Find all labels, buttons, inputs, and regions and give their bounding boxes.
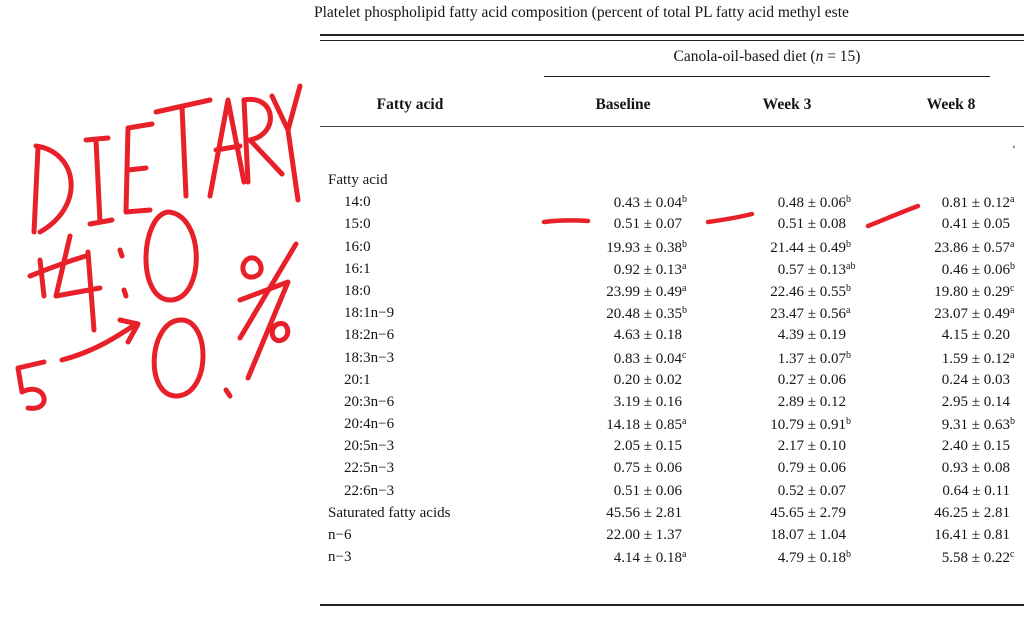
significance-superscript: b xyxy=(846,549,851,561)
significance-superscript: a xyxy=(1010,194,1015,206)
value-cell xyxy=(714,394,856,411)
cell-value: 20.48 ± 0.35 xyxy=(606,306,682,323)
value-cell xyxy=(878,327,1020,344)
cell-value: 0.48 ± 0.06 xyxy=(777,195,846,212)
bottom-rule xyxy=(320,604,1024,606)
value-cell xyxy=(550,460,692,477)
value-cell xyxy=(878,394,1020,411)
cell-value: 0.27 ± 0.06 xyxy=(777,371,846,388)
table-row xyxy=(300,194,1024,216)
cell-value: 0.46 ± 0.06 xyxy=(941,261,1010,278)
significance-superscript: b xyxy=(682,305,687,317)
group-header-prefix: Canola-oil-based diet ( xyxy=(673,48,816,65)
row-label: 22:5n−3 xyxy=(344,460,395,477)
cell-value: 16.41 ± 0.81 xyxy=(934,527,1010,543)
value-cell xyxy=(714,327,856,344)
cell-value: 14.18 ± 0.85 xyxy=(606,417,682,434)
cell-value: 23.47 ± 0.56 xyxy=(770,306,846,323)
value-cell xyxy=(550,327,692,344)
value-cell xyxy=(878,350,1020,368)
value-cell xyxy=(878,239,1020,257)
significance-superscript: b xyxy=(846,238,851,250)
value-cell xyxy=(878,549,1020,567)
value-cell xyxy=(550,283,692,301)
cell-value: 0.43 ± 0.04 xyxy=(613,195,682,212)
value-cell xyxy=(714,216,856,233)
value-cell xyxy=(550,350,692,368)
value-cell xyxy=(714,416,856,434)
cell-value: 0.51 ± 0.06 xyxy=(613,482,682,499)
table-row xyxy=(300,549,1024,571)
cell-value: 0.51 ± 0.07 xyxy=(613,216,682,233)
cell-value: 4.63 ± 0.18 xyxy=(613,327,682,344)
table-row xyxy=(300,372,1024,394)
row-label: 15:0 xyxy=(344,216,371,233)
significance-superscript: a xyxy=(1010,238,1015,250)
cell-value: 0.93 ± 0.08 xyxy=(941,460,1010,477)
cell-value: 4.14 ± 0.18 xyxy=(613,550,682,567)
value-cell xyxy=(714,527,856,544)
value-cell xyxy=(550,372,692,389)
group-header-suffix: = 15) xyxy=(823,48,861,65)
cell-value: 0.52 ± 0.07 xyxy=(777,482,846,499)
cell-value: 19.80 ± 0.29 xyxy=(934,283,1010,300)
header-week-8: Week 8 xyxy=(926,96,976,113)
cell-value: 18.07 ± 1.04 xyxy=(770,527,846,543)
cell-value: 22.00 ± 1.37 xyxy=(606,527,682,543)
table-row xyxy=(300,505,1024,527)
value-cell xyxy=(878,416,1020,434)
value-cell xyxy=(878,283,1020,301)
significance-superscript: a xyxy=(682,549,687,561)
cell-value: 0.83 ± 0.04 xyxy=(613,350,682,367)
table-row xyxy=(300,527,1024,549)
cell-value: 2.17 ± 0.10 xyxy=(777,438,846,455)
table-row xyxy=(300,172,1024,194)
header-rule xyxy=(320,126,1024,127)
value-cell xyxy=(550,172,692,189)
cell-value: 0.64 ± 0.11 xyxy=(942,482,1010,499)
header-fatty-acid: Fatty acid xyxy=(376,96,444,113)
group-header xyxy=(544,48,990,66)
cell-value: 3.19 ± 0.16 xyxy=(613,393,682,410)
row-label: Saturated fatty acids xyxy=(328,504,451,521)
row-label: 20:5n−3 xyxy=(344,438,395,455)
cell-value: 19.93 ± 0.38 xyxy=(606,239,682,256)
table-row xyxy=(300,460,1024,482)
cell-value: 45.56 ± 2.81 xyxy=(606,504,682,521)
significance-superscript: a xyxy=(1010,305,1015,317)
header-baseline: Baseline xyxy=(595,96,651,113)
value-cell xyxy=(714,283,856,301)
cell-value: 46.25 ± 2.81 xyxy=(934,504,1010,521)
cell-value: 22.46 ± 0.55 xyxy=(770,283,846,300)
value-cell xyxy=(550,305,692,323)
cell-value: 10.79 ± 0.91 xyxy=(770,417,846,434)
significance-superscript: b xyxy=(846,194,851,206)
row-label: 16:0 xyxy=(344,238,371,255)
significance-superscript: ab xyxy=(846,260,856,272)
cropped-mark: ‘ xyxy=(1012,142,1016,156)
row-label: n−6 xyxy=(328,527,352,543)
row-label: 20:3n−6 xyxy=(344,393,395,410)
table-row xyxy=(300,239,1024,261)
cell-value: 9.31 ± 0.63 xyxy=(941,417,1010,434)
cell-value: 0.79 ± 0.06 xyxy=(777,460,846,477)
top-rule xyxy=(320,34,1024,36)
cell-value: 0.41 ± 0.05 xyxy=(941,216,1010,233)
cell-value: 2.40 ± 0.15 xyxy=(941,438,1010,455)
cell-value: 0.24 ± 0.03 xyxy=(941,371,1010,388)
value-cell xyxy=(550,438,692,455)
cell-value: 0.57 ± 0.13 xyxy=(777,261,846,278)
significance-superscript: b xyxy=(846,416,851,428)
significance-superscript: b xyxy=(682,238,687,250)
table-row xyxy=(300,483,1024,505)
value-cell xyxy=(550,416,692,434)
value-cell xyxy=(714,438,856,455)
cell-value: 1.37 ± 0.07 xyxy=(777,350,846,367)
value-cell xyxy=(550,394,692,411)
table-row xyxy=(300,394,1024,416)
cell-value: 23.07 ± 0.49 xyxy=(934,306,1010,323)
cell-value: 0.92 ± 0.13 xyxy=(613,261,682,278)
significance-superscript: b xyxy=(846,349,851,361)
significance-superscript: a xyxy=(682,282,687,294)
value-cell xyxy=(714,261,856,279)
row-label: 20:1 xyxy=(344,371,371,388)
value-cell xyxy=(550,261,692,279)
value-cell xyxy=(714,460,856,477)
row-label: 20:4n−6 xyxy=(344,416,395,433)
table-row xyxy=(300,283,1024,305)
value-cell xyxy=(550,239,692,257)
cell-value: 45.65 ± 2.79 xyxy=(770,504,846,521)
table-body xyxy=(300,172,1024,571)
value-cell xyxy=(550,194,692,212)
significance-superscript: b xyxy=(846,282,851,294)
value-cell xyxy=(550,527,692,544)
value-cell xyxy=(878,372,1020,389)
row-label: Fatty acid xyxy=(328,172,388,188)
value-cell xyxy=(878,438,1020,455)
value-cell xyxy=(714,549,856,567)
value-cell xyxy=(714,372,856,389)
cell-value: 23.86 ± 0.57 xyxy=(934,239,1010,256)
table-row xyxy=(300,327,1024,349)
cell-value: 2.05 ± 0.15 xyxy=(613,438,682,455)
row-label: 18:0 xyxy=(344,282,371,299)
row-label: n−3 xyxy=(328,549,352,566)
value-cell xyxy=(714,505,856,522)
significance-superscript: b xyxy=(1010,416,1015,428)
cell-value: 4.79 ± 0.18 xyxy=(777,550,846,567)
significance-superscript: a xyxy=(1010,349,1015,361)
value-cell xyxy=(878,460,1020,477)
table-row xyxy=(300,416,1024,438)
value-cell xyxy=(550,216,692,233)
significance-superscript: c xyxy=(1010,282,1015,294)
scanned-table xyxy=(300,0,1024,622)
significance-superscript: b xyxy=(1010,260,1015,272)
row-label: 22:6n−3 xyxy=(344,482,395,499)
value-cell xyxy=(878,483,1020,500)
group-header-n: n xyxy=(815,48,824,65)
value-cell xyxy=(714,483,856,500)
value-cell xyxy=(550,549,692,567)
table-row xyxy=(300,216,1024,238)
cell-value: 21.44 ± 0.49 xyxy=(770,239,846,256)
cell-value: 4.39 ± 0.19 xyxy=(777,327,846,344)
table-row xyxy=(300,261,1024,283)
value-cell xyxy=(878,305,1020,323)
group-rule xyxy=(544,76,990,77)
value-cell xyxy=(878,172,1020,189)
value-cell xyxy=(550,483,692,500)
table-row xyxy=(300,305,1024,327)
row-label: 18:2n−6 xyxy=(344,327,395,344)
row-label: 18:3n−3 xyxy=(344,349,395,366)
value-cell xyxy=(878,505,1020,522)
cell-value: 0.75 ± 0.06 xyxy=(613,460,682,477)
significance-superscript: a xyxy=(846,305,851,317)
cell-value: 0.20 ± 0.02 xyxy=(613,371,682,388)
cell-value: 2.89 ± 0.12 xyxy=(777,393,846,410)
cell-value: 0.51 ± 0.08 xyxy=(777,216,846,233)
value-cell xyxy=(714,350,856,368)
cell-value: 0.81 ± 0.12 xyxy=(941,195,1010,212)
significance-superscript: c xyxy=(1010,549,1015,561)
value-cell xyxy=(878,216,1020,233)
value-cell xyxy=(714,239,856,257)
cell-value: 23.99 ± 0.49 xyxy=(606,283,682,300)
value-cell xyxy=(878,527,1020,544)
cell-value: 2.95 ± 0.14 xyxy=(941,393,1010,410)
significance-superscript: a xyxy=(682,260,687,272)
value-cell xyxy=(878,194,1020,212)
header-week-3: Week 3 xyxy=(762,96,812,113)
cell-value: 1.59 ± 0.12 xyxy=(941,350,1010,367)
significance-superscript: a xyxy=(682,416,687,428)
cell-value: 4.15 ± 0.20 xyxy=(941,327,1010,344)
cell-value: 5.58 ± 0.22 xyxy=(941,550,1010,567)
table-row xyxy=(300,350,1024,372)
top-rule-inner xyxy=(320,40,1024,41)
significance-superscript: c xyxy=(682,349,687,361)
significance-superscript: b xyxy=(682,194,687,206)
table-caption: Platelet phospholipid fatty acid composition (percent of total PL fatty acid methyl este xyxy=(314,4,849,21)
value-cell xyxy=(714,194,856,212)
row-label: 16:1 xyxy=(344,260,371,277)
row-label: 14:0 xyxy=(344,194,371,211)
row-label: 18:1n−9 xyxy=(344,305,395,322)
value-cell xyxy=(714,172,856,189)
table-row xyxy=(300,438,1024,460)
value-cell xyxy=(550,505,692,522)
value-cell xyxy=(878,261,1020,279)
value-cell xyxy=(714,305,856,323)
